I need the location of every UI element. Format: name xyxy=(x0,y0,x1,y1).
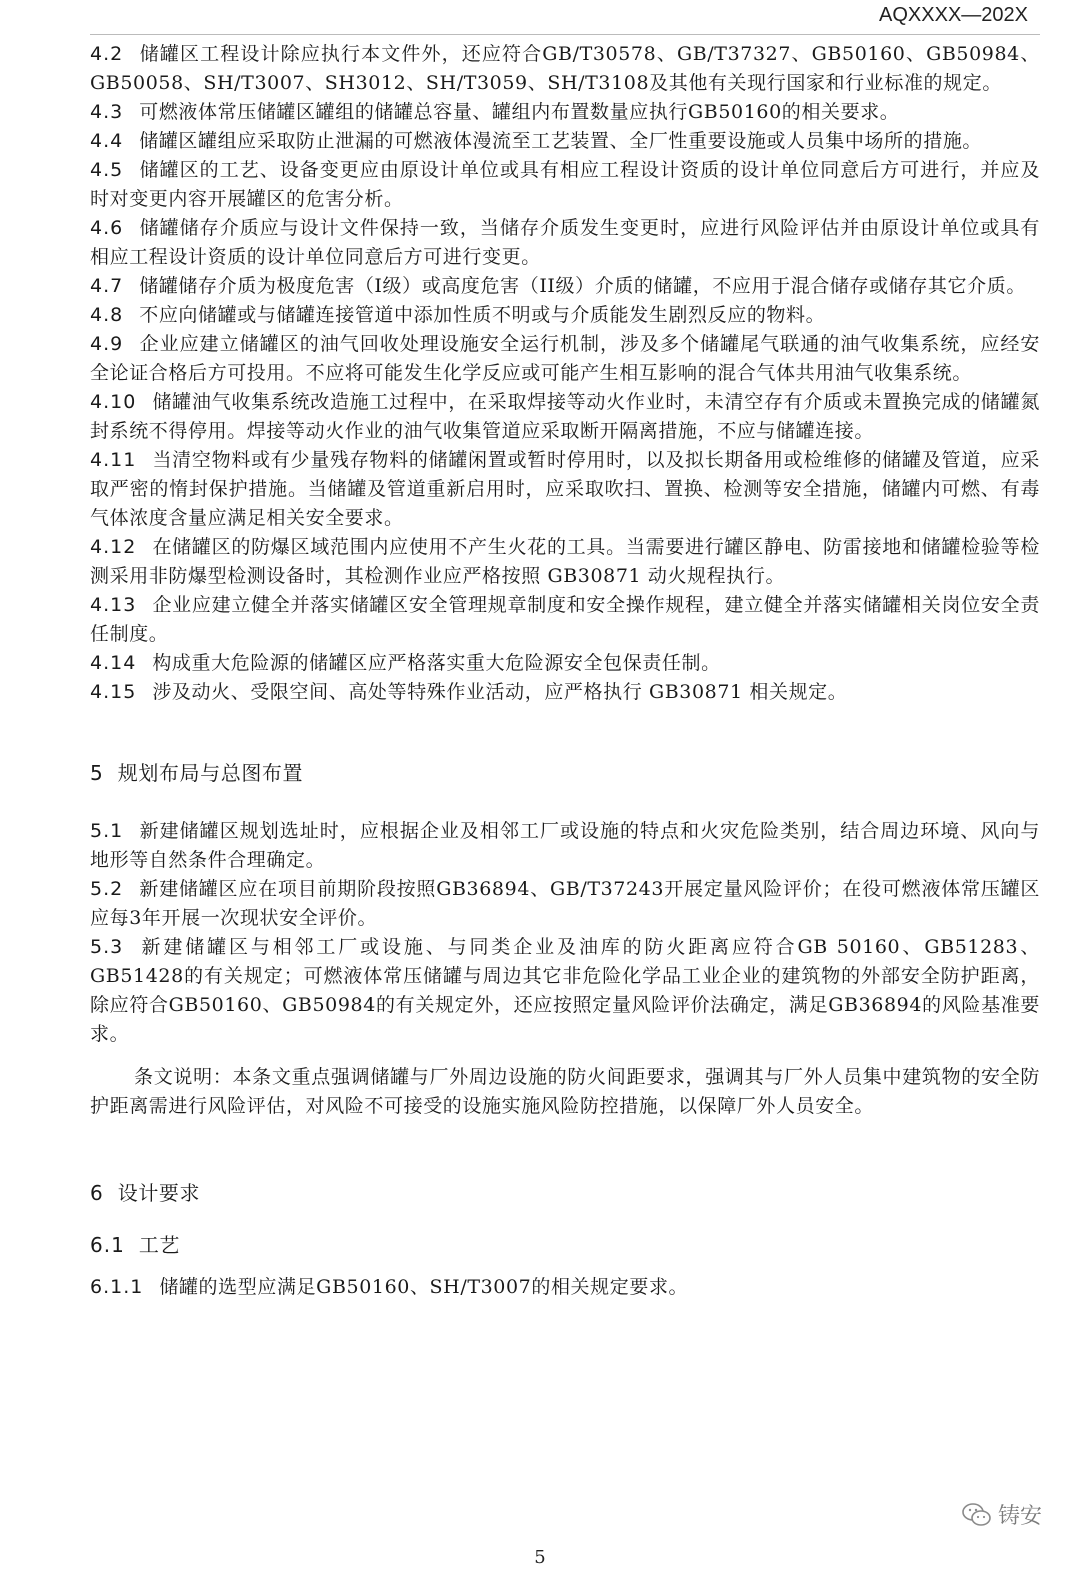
clause xyxy=(90,127,1040,156)
header-rule xyxy=(90,34,1040,35)
clause xyxy=(90,40,1040,98)
clause-number: 4.11 xyxy=(90,449,137,471)
section-number: 5 xyxy=(90,761,104,785)
clause xyxy=(90,156,1040,214)
clause-text: 可燃液体常压储罐区罐组的储罐总容量、罐组内布置数量应执行GB50160的相关要求。 xyxy=(139,101,900,123)
clauses-section-4 xyxy=(90,40,1040,707)
page-number: 5 xyxy=(534,1547,546,1568)
clause-text: 当清空物料或有少量残存物料的储罐闲置或暂时停用时，以及拟长期备用或检维修的储罐及管道，应采取严密的惰封保护措施。当储罐及管道重新启用时，应采取吹扫、置换、检测等安全措施，储罐内可燃、有毒气体浓度含量应满足相关安全要求。 xyxy=(90,449,1040,529)
clause-number: 5.1 xyxy=(90,820,124,842)
clause xyxy=(90,875,1040,933)
section-title: 规划布局与总图布置 xyxy=(117,761,304,785)
clause-number: 4.6 xyxy=(90,217,124,239)
clause xyxy=(90,649,1040,678)
clause-text: 储罐区工程设计除应执行本文件外，还应符合GB/T30578、GB/T37327、GB50160、GB50984、GB50058、SH/T3007、SH3012、SH/T3059、SH/T3108及其他有关现行国家和行业标准的规定。 xyxy=(90,43,1040,94)
clause xyxy=(90,678,1040,707)
clause-text: 新建储罐区应在项目前期阶段按照GB36894、GB/T37243开展定量风险评价；在役可燃液体常压罐区应每3年开展一次现状安全评价。 xyxy=(90,878,1040,929)
subsection-title: 工艺 xyxy=(138,1233,181,1257)
clause-number: 4.15 xyxy=(90,681,137,703)
clause-number: 4.5 xyxy=(90,159,124,181)
clause-number: 6.1.1 xyxy=(90,1276,144,1298)
clause xyxy=(90,446,1040,533)
clause-text: 在储罐区的防爆区域范围内应使用不产生火花的工具。当需要进行罐区静电、防雷接地和储罐检验等检测采用非防爆型检测设备时，其检测作业应严格按照 GB30871 动火规程执行。 xyxy=(90,536,1040,587)
clause xyxy=(90,301,1040,330)
clause xyxy=(90,272,1040,301)
clause-text: 储罐储存介质应与设计文件保持一致，当储存介质发生变更时，应进行风险评估并由原设计单位或具有相应工程设计资质的设计单位同意后方可进行变更。 xyxy=(90,217,1040,268)
clause-number: 4.14 xyxy=(90,652,137,674)
clauses-section-5 xyxy=(90,817,1040,1049)
clause xyxy=(90,591,1040,649)
document-code: AQXXXX—202X xyxy=(879,4,1028,26)
clause-text: 储罐区罐组应采取防止泄漏的可燃液体漫流至工艺装置、全厂性重要设施或人员集中场所的措施。 xyxy=(139,130,983,152)
clause-number: 4.7 xyxy=(90,275,124,297)
watermark xyxy=(962,1499,1042,1530)
clause-note: 条文说明：本条文重点强调储罐与厂外周边设施的防火间距要求，强调其与厂外人员集中建筑物的安全防护距离需进行风险评估，对风险不可接受的设施实施风险防控措施，以保障厂外人员安全。 xyxy=(90,1066,1040,1117)
clause-number: 4.10 xyxy=(90,391,137,413)
clause xyxy=(90,214,1040,272)
clause-text: 企业应建立健全并落实储罐区安全管理规章制度和安全操作规程，建立健全并落实储罐相关岗位安全责任制度。 xyxy=(90,594,1040,645)
section-number: 6 xyxy=(90,1181,104,1205)
clause xyxy=(90,933,1040,1049)
clause xyxy=(90,388,1040,446)
subsection-6-1-heading xyxy=(90,1229,1040,1261)
clause-text: 新建储罐区与相邻工厂或设施、与同类企业及油库的防火距离应符合GB 50160、GB51283、GB51428的有关规定；可燃液体常压储罐与周边其它非危险化学品工业企业的建筑物的外部安全防护距离，除应符合GB50160、GB50984的有关规定外，还应按照定量风险评价法确定，满足GB36894的风险基准要求。 xyxy=(90,936,1040,1045)
watermark-text: 铸安 xyxy=(997,1504,1042,1529)
clause-text: 企业应建立储罐区的油气回收处理设施安全运行机制，涉及多个储罐尾气联通的油气收集系统，应经安全论证合格后方可投用。不应将可能发生化学反应或可能产生相互影响的混合气体共用油气收集系统。 xyxy=(90,333,1040,384)
clause-text: 储罐区的工艺、设备变更应由原设计单位或具有相应工程设计资质的设计单位同意后方可进行，并应及时对变更内容开展罐区的危害分析。 xyxy=(90,159,1040,210)
clause-number: 4.4 xyxy=(90,130,124,152)
subsection-number: 6.1 xyxy=(90,1233,125,1257)
section-title: 设计要求 xyxy=(117,1181,201,1205)
clause-number: 4.2 xyxy=(90,43,124,65)
clause-number: 5.2 xyxy=(90,878,124,900)
clause-number: 5.3 xyxy=(90,936,124,958)
clause-number: 4.8 xyxy=(90,304,124,326)
clause xyxy=(90,1273,1040,1302)
clause xyxy=(90,533,1040,591)
clause-number: 4.3 xyxy=(90,101,124,123)
clause-text: 不应向储罐或与储罐连接管道中添加性质不明或与介质能发生剧烈反应的物料。 xyxy=(139,304,826,326)
clause xyxy=(90,817,1040,875)
clause-text: 构成重大危险源的储罐区应严格落实重大危险源安全包保责任制。 xyxy=(152,652,721,674)
clause-text: 储罐油气收集系统改造施工过程中，在采取焊接等动火作业时，未清空存有介质或未置换完成的储罐氮封系统不得停用。焊接等动火作业的油气收集管道应采取断开隔离措施，不应与储罐连接。 xyxy=(90,391,1040,442)
clause xyxy=(90,330,1040,388)
wechat-icon xyxy=(962,1502,992,1528)
clause-text: 新建储罐区规划选址时，应根据企业及相邻工厂或设施的特点和火灾危险类别，结合周边环境、风向与地形等自然条件合理确定。 xyxy=(90,820,1040,871)
clause-number: 4.9 xyxy=(90,333,124,355)
clause-number: 4.12 xyxy=(90,536,137,558)
clause-text: 储罐储存介质为极度危害（I级）或高度危害（II级）介质的储罐，不应用于混合储存或储存其它介质。 xyxy=(139,275,1026,297)
clause-number: 4.13 xyxy=(90,594,137,616)
clause-text: 涉及动火、受限空间、高处等特殊作业活动，应严格执行 GB30871 相关规定。 xyxy=(152,681,848,703)
clause-text: 储罐的选型应满足GB50160、SH/T3007的相关规定要求。 xyxy=(159,1276,689,1298)
clause xyxy=(90,98,1040,127)
document-body xyxy=(90,40,1040,1302)
section-6-heading xyxy=(90,1177,1040,1209)
section-5-heading xyxy=(90,757,1040,789)
